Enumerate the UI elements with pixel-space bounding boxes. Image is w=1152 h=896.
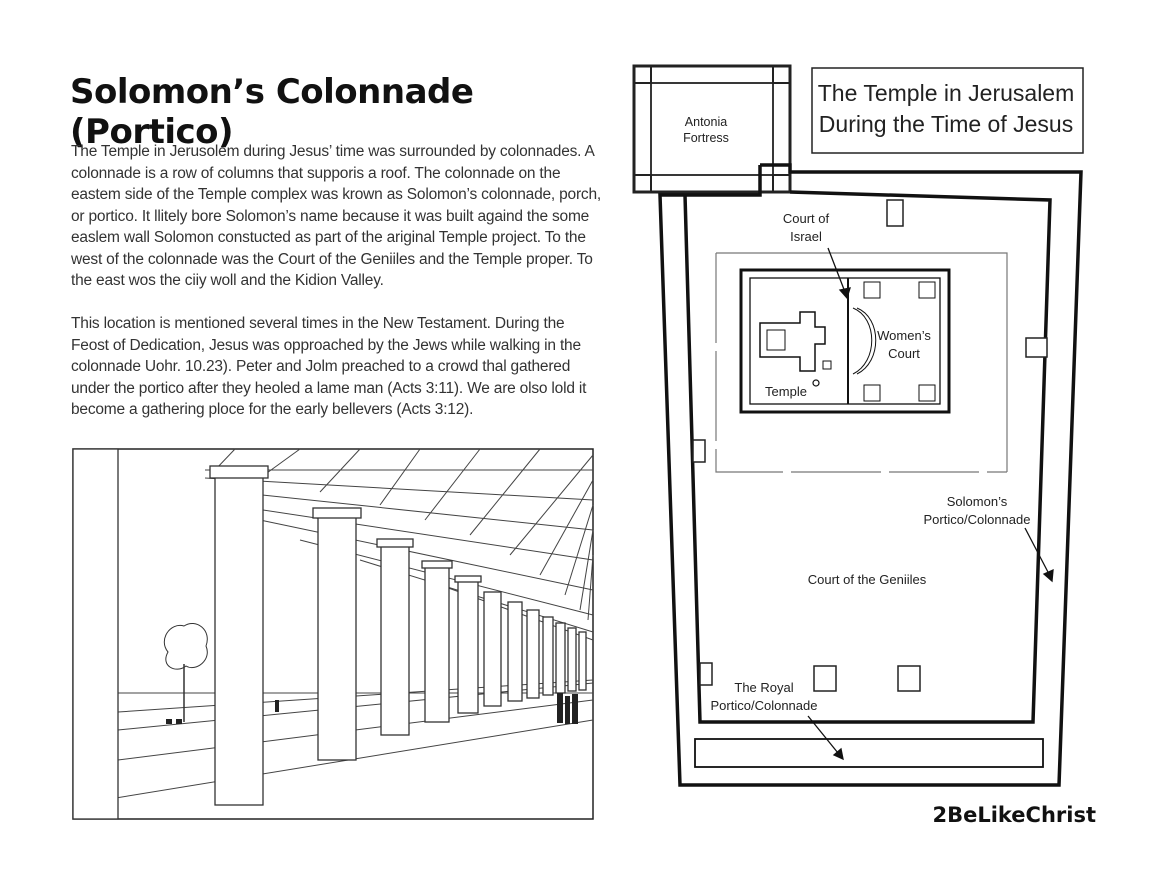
antonia-label-line2: Fortress xyxy=(683,131,729,145)
gentiles-label: Court of the Geniiles xyxy=(807,572,927,587)
solomon-label-line1: Solomon’s xyxy=(946,494,1008,509)
royal-label-line1: The Royal xyxy=(734,680,794,695)
antonia-label-line1: Antonia xyxy=(684,115,728,129)
israel-label-line2: Israel xyxy=(790,229,822,244)
new-testament-paragraph: This location is mentioned several times in the New Testament. During the Feost of Dedication, Jesus was opproached by the Jews while walking in the colonnade Uohr. 10.23). Peter and Jolm preached to a crowd thal gathered under the portico after they heoled a lame man (Acts 3:11). We are olso lold it become a gathering ploce for the early bellevers (Acts 3:12). xyxy=(71,315,587,418)
temple-label: Temple xyxy=(765,384,807,399)
solomon-label-line2: Portico/Colonnade xyxy=(923,512,1031,527)
womens-label-line1: Women’s xyxy=(877,328,931,343)
womens-label-line2: Court xyxy=(888,346,920,361)
page-title: Solomon’s Colonnade (Portico) xyxy=(70,72,474,152)
brand-logo-text: 2BeLikeChrist xyxy=(932,803,1096,827)
map-title-line2: During the Time of Jesus xyxy=(818,111,1074,137)
israel-label-line1: Court of xyxy=(782,211,830,226)
arrows xyxy=(808,248,1053,759)
royal-label-line2: Portico/Colonnade xyxy=(710,698,818,713)
gates xyxy=(693,200,1047,691)
intro-paragraph: The Temple in Jerusolem during Jesus’ time was surrounded by colonnades. A colonnade is a row of columns that supporis a roof. The colonnade on the eastem side of the Temple complex was krown as Solomon’s colonnade, porch, or portico. It llitely bore Solomon’s name because it was built againd the some easlem wall Solomon constucted as part of the ariginal Temple project. To the west of the colonnade was the Court of the Geniiles and the Temple proper. To the east wos the ciiy woll and the Kidion Valley. xyxy=(71,143,602,289)
temple-walls xyxy=(660,165,1081,785)
map-title-line1: The Temple in Jerusalem xyxy=(817,80,1075,106)
antonia-fortress xyxy=(634,66,790,192)
